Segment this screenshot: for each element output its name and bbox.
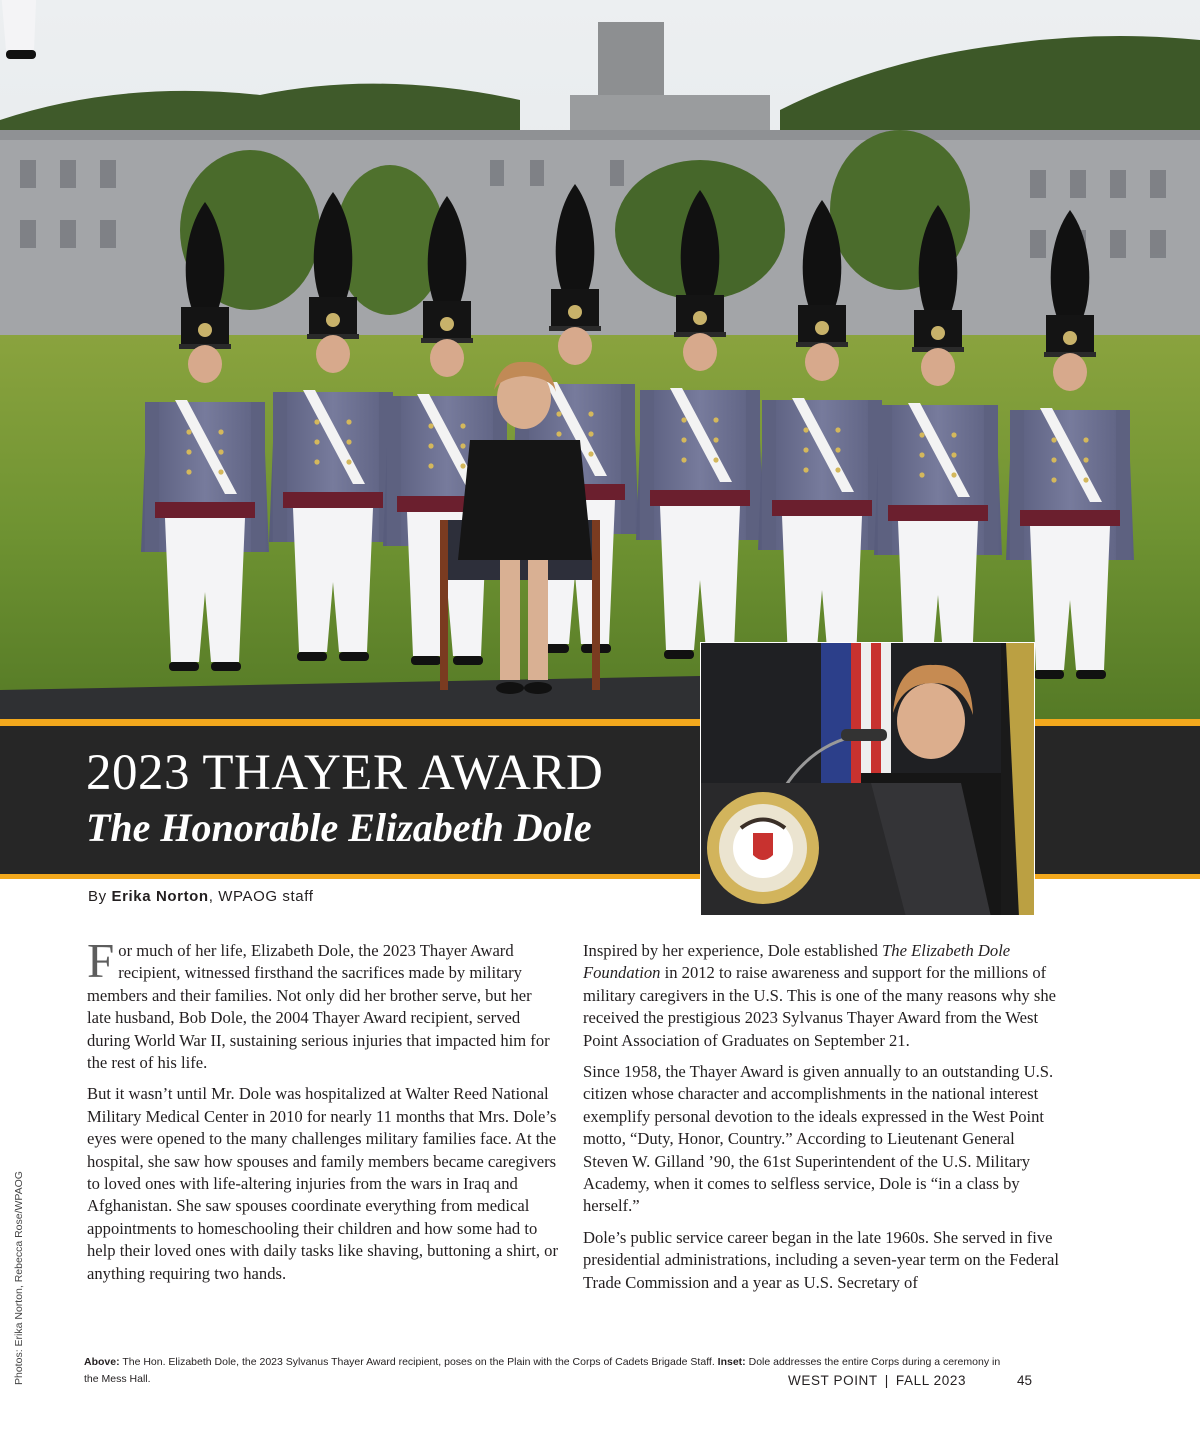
foundation-name: The Elizabeth Dole Foundation bbox=[583, 941, 1011, 983]
page-number: 45 bbox=[1017, 1373, 1033, 1388]
byline-author: Erika Norton bbox=[111, 888, 209, 905]
byline bbox=[88, 888, 313, 905]
body-paragraph bbox=[583, 940, 1063, 1052]
byline-suffix: , WPAOG staff bbox=[208, 888, 314, 905]
drop-cap: F bbox=[87, 933, 115, 988]
caption-label-above: Above: bbox=[84, 1356, 120, 1368]
caption-text-above: The Hon. Elizabeth Dole, the 2023 Sylvanus Thayer Award recipient, poses on the Plain with the Corps of Cadets Brigade Staff. bbox=[119, 1356, 718, 1368]
article-title: 2023 THAYER AWARD bbox=[86, 745, 604, 801]
paragraph-text: in 2012 to raise awareness and support for the millions of military caregivers in the U.S. This is one of the many reasons why she received the prestigious 2023 Sylvanus Thayer Award from the West Point Association of Graduates on September 21. bbox=[583, 963, 1056, 1050]
body-paragraph: Dole’s public service career began in the late 1960s. She served in five presidential administrations, including a seven-year term on the Federal Trade Commission and a year as U.S. Secretary of bbox=[583, 1227, 1060, 1292]
paragraph-text: or much of her life, Elizabeth Dole, the 2023 Thayer Award recipient, witnessed firsthand the sacrifices made by military members and their families. Not only did her brother serve, but her late husband, Bob Dole, the 2004 Thayer Award recipient, served during World War II, sustaining serious injuries that impacted him for the rest of his life. bbox=[87, 941, 550, 1073]
body-paragraph: Since 1958, the Thayer Award is given annually to an outstanding U.S. citizen whose character and accomplishments in the national interest exemplify personal devotion to the ideals expressed in the West Point motto, “Duty, Honor, Country.” According to Lieutenant General Steven W. Gilland ’90, the 61st Superintendent of the U.S. Military Academy, when it comes to selfless service, Dole is “in a class by herself.” bbox=[583, 1062, 1054, 1216]
hero-photo-illustration bbox=[0, 0, 1200, 720]
inset-photo bbox=[700, 642, 1035, 916]
footer-separator: | bbox=[884, 1373, 889, 1388]
body-paragraph bbox=[87, 933, 559, 1074]
page-footer bbox=[788, 1373, 966, 1388]
byline-prefix: By bbox=[88, 888, 112, 905]
paragraph-text: Inspired by her experience, Dole established bbox=[583, 941, 883, 960]
caption-text-inset: Dole addresses the entire Corps during a ceremony in the Mess Hall. bbox=[84, 1356, 1001, 1385]
hero-photo bbox=[0, 0, 1200, 720]
footer-publication: WEST POINT bbox=[788, 1373, 878, 1388]
body-paragraph: But it wasn’t until Mr. Dole was hospitalized at Walter Reed National Military Medical Center in 2010 for nearly 11 months that Mrs. Dole’s eyes were opened to the many challenges military families face. At the hospital, she saw how spouses and family members became caregivers to loved ones with life-altering injuries from the wars in Iraq and Afghanistan. She saw spouses coordinate everything from medical appointments to homeschooling their children and how some had to help their loved ones with daily tasks like shaving, buttoning a shirt, or anything requiring two hands. bbox=[87, 1084, 559, 1283]
body-column-right bbox=[583, 940, 1063, 1303]
inset-photo-illustration bbox=[701, 643, 1035, 916]
article-subtitle: The Honorable Elizabeth Dole bbox=[86, 805, 592, 850]
caption-label-inset: Inset: bbox=[717, 1356, 746, 1368]
footer-issue: FALL 2023 bbox=[895, 1373, 967, 1388]
body-column-left bbox=[87, 933, 559, 1294]
photo-credit: Photos: Erika Norton, Rebecca Rose/WPAOG bbox=[13, 1171, 25, 1385]
